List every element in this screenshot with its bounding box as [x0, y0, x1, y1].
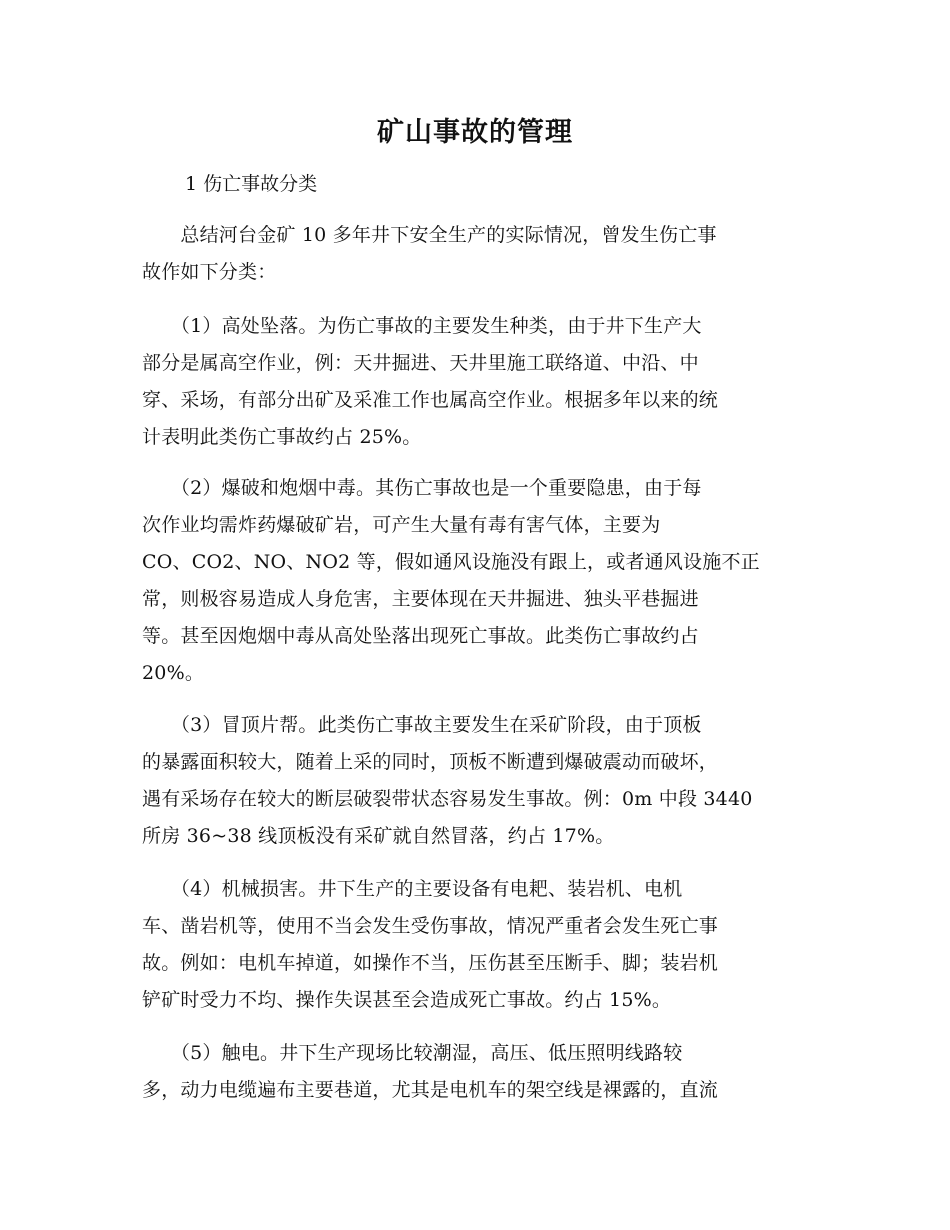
paragraph-line: 计表明此类伤亡事故约占 25%。: [142, 426, 422, 448]
paragraph-line: 故作如下分类：: [142, 261, 277, 283]
paragraph-mechanical: [142, 871, 822, 1019]
paragraph-line: （2）爆破和炮烟中毒。其伤亡事故也是一个重要隐患，由于每: [142, 477, 702, 499]
paragraph-line: （1）高处坠落。为伤亡事故的主要发生种类，由于井下生产大: [142, 315, 702, 337]
paragraph-line: 常，则极容易造成人身危害，主要体现在天井掘进、独头平巷掘进: [142, 588, 699, 610]
paragraph-roof-fall: [142, 707, 822, 855]
paragraph-falling: [142, 308, 822, 456]
paragraph-line: 等。甚至因炮烟中毒从高处坠落出现死亡事故。此类伤亡事故约占: [142, 625, 699, 647]
paragraph-line: 部分是属高空作业，例：天井掘进、天井里施工联络道、中沿、中: [142, 352, 699, 374]
paragraph-line: 遇有采场存在较大的断层破裂带状态容易发生事故。例：0m 中段 3440: [142, 788, 753, 810]
paragraph-line: CO、CO2、NO、NO2 等，假如通风设施没有跟上，或者通风设施不正: [142, 551, 760, 573]
paragraph-summary: [142, 217, 822, 291]
paragraph-line: （5）触电。井下生产现场比较潮湿，高压、低压照明线路较: [142, 1042, 683, 1064]
paragraph-line: 次作业均需炸药爆破矿岩，可产生大量有毒有害气体，主要为: [142, 514, 661, 536]
paragraph-line: 20%。: [142, 662, 205, 684]
paragraph-electric: [142, 1035, 822, 1109]
paragraph-line: （4）机械损害。井下生产的主要设备有电耙、装岩机、电机: [142, 878, 683, 900]
paragraph-line: 铲矿时受力不均、操作失误甚至会造成死亡事故。约占 15%。: [142, 989, 672, 1011]
paragraph-line: （3）冒顶片帮。此类伤亡事故主要发生在采矿阶段，由于顶板: [142, 714, 702, 736]
paragraph-line: 车、凿岩机等，使用不当会发生受伤事故，情况严重者会发生死亡事: [142, 915, 719, 937]
paragraph-line: 的暴露面积较大，随着上采的同时，顶板不断遭到爆破震动而破坏，: [142, 751, 719, 773]
paragraph-blasting: [142, 470, 822, 692]
paragraph-line: 穿、采场，有部分出矿及采准工作也属高空作业。根据多年以来的统: [142, 389, 719, 411]
section-heading: 1 伤亡事故分类: [185, 173, 318, 195]
paragraph-line: 所房 36~38 线顶板没有采矿就自然冒落，约占 17%。: [142, 825, 615, 847]
document-title: 矿山事故的管理: [377, 117, 573, 148]
paragraph-line: 多，动力电缆遍布主要巷道，尤其是电机车的架空线是裸露的，直流: [142, 1079, 719, 1101]
paragraph-line: 故。例如：电机车掉道，如操作不当，压伤甚至压断手、脚；装岩机: [142, 952, 719, 974]
paragraph-line: 总结河台金矿 10 多年井下安全生产的实际情况，曾发生伤亡事: [142, 224, 717, 246]
